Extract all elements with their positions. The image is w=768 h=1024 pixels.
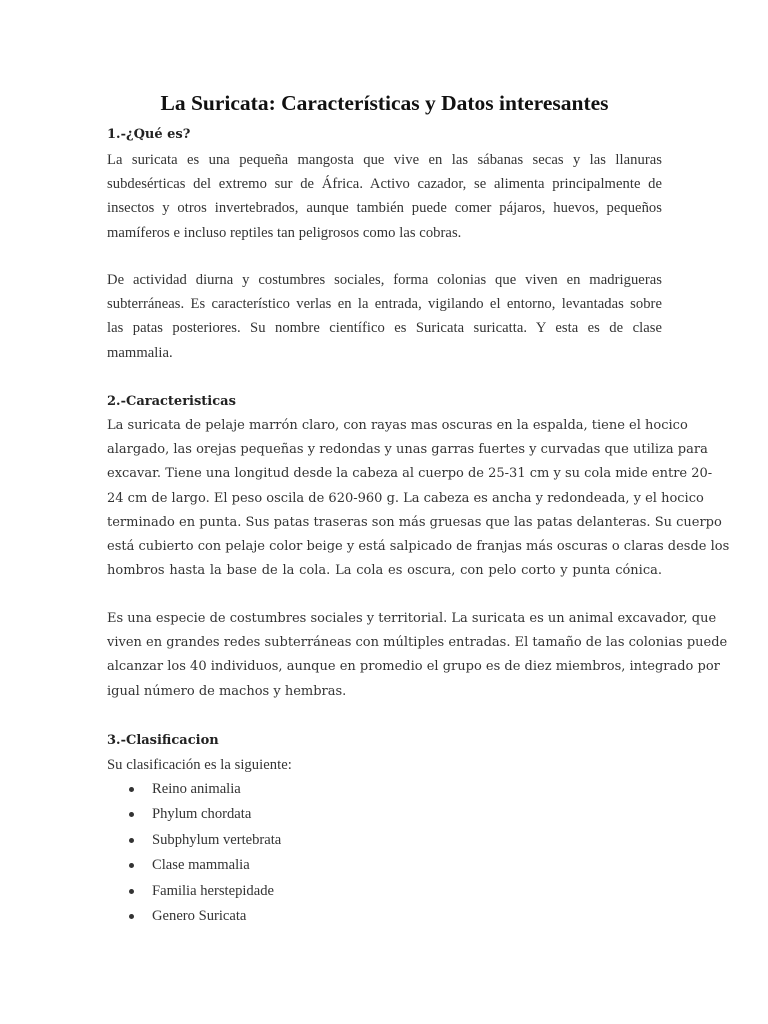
text-line: excavar. Tiene una longitud desde la cabeza al cuerpo de 25-31 cm y su cola mide entre 20- bbox=[107, 466, 713, 482]
paragraph-caracteristicas-2 bbox=[107, 607, 728, 704]
list-item-label: Clase mammalia bbox=[152, 857, 250, 874]
section-heading-que-es: 1.-¿Qué es? bbox=[107, 127, 191, 142]
text-line: insectos y otros invertebrados, aunque también puede comer pájaros, huevos, pequeños bbox=[107, 200, 662, 217]
text-line: 24 cm de largo. El peso oscila de 620-960 g. La cabeza es ancha y redondeada, y el hocico bbox=[107, 490, 704, 506]
text-line: las patas posteriores. Su nombre científico es Suricata suricatta. Y esta es de clase bbox=[107, 320, 662, 337]
list-item bbox=[107, 802, 281, 827]
classification-list bbox=[107, 777, 281, 929]
list-item bbox=[107, 777, 281, 802]
bullet-icon bbox=[129, 889, 134, 894]
list-item-label: Subphylum vertebrata bbox=[152, 831, 282, 848]
text-line: De actividad diurna y costumbres sociales, forma colonias que viven en madrigueras bbox=[107, 272, 662, 288]
text-line: La suricata de pelaje marrón claro, con rayas mas oscuras en la espalda, tiene el hocico bbox=[107, 418, 688, 433]
list-item-label: Familia herstepidade bbox=[152, 882, 274, 899]
text-line: subterráneas. Es característico verlas en la entrada, vigilando el entorno, levantadas sobre bbox=[107, 296, 662, 313]
classification-intro bbox=[107, 753, 662, 777]
text-line: alcanzar los 40 individuos, aunque en promedio el grupo es de diez miembros, integrado por bbox=[107, 659, 720, 675]
text-line: alargado, las orejas pequeñas y redondas y unas garras fuertes y curvadas que utiliza para bbox=[107, 442, 708, 458]
bullet-icon bbox=[129, 812, 134, 817]
text-line: Su clasificación es la siguiente: bbox=[107, 757, 292, 773]
text-line: La suricata es una pequeña mangosta que vive en las sábanas secas y las llanuras bbox=[107, 152, 662, 168]
list-item bbox=[107, 904, 281, 929]
section-heading-caracteristicas: 2.-Caracteristicas bbox=[107, 394, 236, 409]
text-line: igual número de machos y hembras. bbox=[107, 683, 347, 699]
bullet-icon bbox=[129, 914, 134, 919]
text-line: mamíferos e incluso reptiles tan peligrosos como las cobras. bbox=[107, 224, 462, 241]
bullet-icon bbox=[129, 863, 134, 868]
paragraph-caracteristicas-1 bbox=[107, 414, 730, 583]
list-item bbox=[107, 828, 281, 853]
section-heading-clasificacion: 3.-Clasificacion bbox=[107, 733, 219, 748]
list-item-label: Phylum chordata bbox=[152, 806, 252, 823]
text-line: terminado en punta. Sus patas traseras son más gruesas que las patas delanteras. Su cuerpo bbox=[107, 514, 722, 530]
paragraph-que-es-2 bbox=[107, 268, 662, 365]
bullet-icon bbox=[129, 838, 134, 843]
text-line: subdesérticas del extremo sur de África. Activo cazador, se alimenta principalmente de bbox=[107, 176, 662, 193]
list-item bbox=[107, 853, 281, 878]
text-line: hombros hasta la base de la cola. La cola es oscura, con pelo corto y punta cónica. bbox=[107, 563, 662, 579]
list-item-label: Genero Suricata bbox=[152, 907, 247, 924]
list-item-label: Reino animalia bbox=[152, 781, 241, 797]
document-title: La Suricata: Características y Datos interesantes bbox=[160, 91, 609, 115]
list-item bbox=[107, 879, 281, 904]
text-line: Es una especie de costumbres sociales y territorial. La suricata es un animal excavador, que bbox=[107, 611, 717, 626]
text-line: mammalia. bbox=[107, 344, 173, 361]
text-line: viven en grandes redes subterráneas con múltiples entradas. El tamaño de las colonias puede bbox=[107, 635, 728, 651]
text-line: está cubierto con pelaje color beige y está salpicado de franjas más oscuras o claras desde los bbox=[107, 538, 730, 554]
paragraph-que-es-1 bbox=[107, 148, 662, 245]
bullet-icon bbox=[129, 787, 134, 792]
